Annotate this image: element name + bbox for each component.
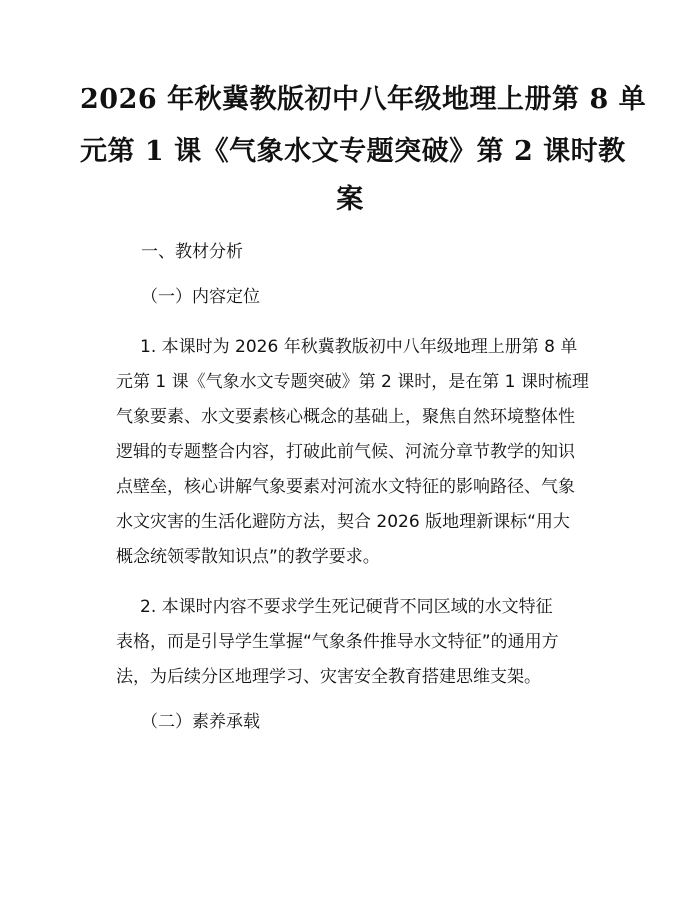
paragraph-2-line: 法，为后续分区地理学习、灾害安全教育搭建思维支架。 (116, 667, 541, 687)
paragraph-2 (116, 590, 596, 695)
document-title-line-2: 元第 1 课《气象水文专题突破》第 2 课时教 (80, 136, 626, 167)
paragraph-1-line: 气象要素、水文要素核心概念的基础上，聚焦自然环境整体性 (116, 407, 575, 427)
paragraph-1-line: 概念统领零散知识点”的教学要求。 (116, 547, 380, 567)
paragraph-1-line: 点壁垒，核心讲解气象要素对河流水文特征的影响路径、气象 (116, 477, 575, 497)
section-heading-textbook-analysis: 一、教材分析 (141, 242, 243, 262)
paragraph-1-line: 水文灾害的生活化避防方法，契合 2026 版地理新课标“用大 (116, 512, 570, 532)
paragraph-1-line: 元第 1 课《气象水文专题突破》第 2 课时，是在第 1 课时梳理 (116, 372, 589, 392)
subsection-heading-content-positioning: （一）内容定位 (141, 287, 260, 307)
paragraph-1 (116, 330, 596, 575)
subsection-heading-literacy: （二）素养承载 (141, 712, 260, 732)
document-title-line-3: 案 (336, 184, 364, 215)
paragraph-2-line: 2. 本课时内容不要求学生死记硬背不同区域的水文特征 (140, 597, 553, 617)
paragraph-1-line: 逻辑的专题整合内容，打破此前气候、河流分章节教学的知识 (116, 442, 575, 462)
document-title-line-1: 2026 年秋冀教版初中八年级地理上册第 8 单 (80, 84, 647, 115)
paragraph-1-line: 1. 本课时为 2026 年秋冀教版初中八年级地理上册第 8 单 (140, 337, 578, 357)
paragraph-2-line: 表格，而是引导学生掌握“气象条件推导水文特征”的通用方 (116, 632, 559, 652)
